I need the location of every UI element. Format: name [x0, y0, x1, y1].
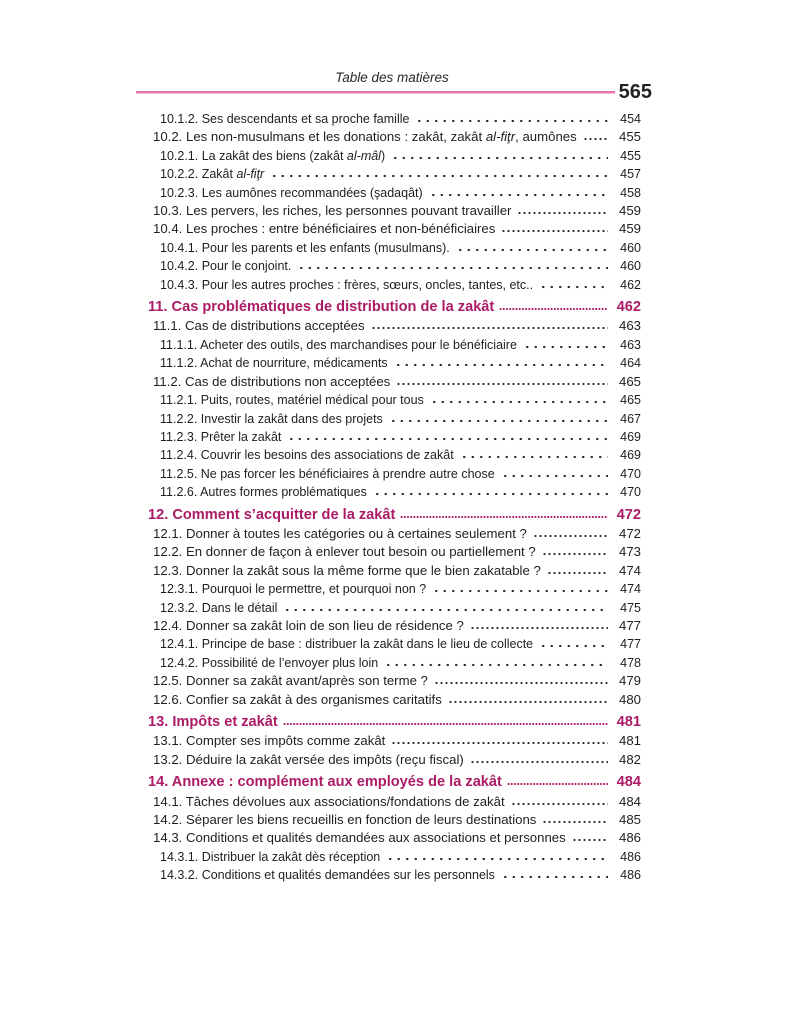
toc-entry-page: 460: [620, 240, 641, 255]
toc-entry: [148, 483, 641, 501]
toc-entry-page: 462: [620, 277, 641, 292]
toc-entry-label: 11.1. Cas de distributions acceptées: [153, 318, 365, 334]
toc-entry-label: 13.2. Déduire la zakât versée des impôts (reçu fiscal): [153, 751, 464, 767]
toc-entry: [148, 732, 641, 750]
toc-entry: [148, 866, 641, 884]
toc-entry: [148, 465, 641, 483]
toc-entry-label: 11.2.4. Couvrir les besoins des associations de zakât: [160, 448, 454, 463]
toc-entry-page: 484: [618, 793, 641, 809]
toc-entry: [148, 317, 641, 335]
toc-entry-label: 13. Impôts et zakât: [148, 714, 278, 730]
toc-entry-label: 12.2. En donner de façon à enlever tout besoin ou partiellement ?: [153, 544, 536, 560]
toc-leader-dots: [539, 285, 608, 289]
toc-entry-page: 472: [618, 525, 641, 541]
toc-entry-label: 11.2. Cas de distributions non acceptées: [153, 373, 391, 389]
toc-leader-dots: [297, 266, 608, 270]
toc-entry-label: 12.3. Donner la zakât sous la même forme que le bien zakatable ?: [153, 562, 541, 578]
toc-entry-label: 10.4. Les proches : entre bénéficiaires et non-bénéficiaires: [153, 221, 496, 237]
toc-entry-page: 480: [618, 691, 641, 707]
toc-entry: [148, 691, 641, 709]
toc-entry-label: 14.1. Tâches dévolues aux associations/fondations de zakât: [153, 793, 505, 809]
toc-leader-dots: [389, 419, 608, 423]
toc-entry: [148, 147, 641, 165]
toc-entry-label: 12.3.2. Dans le détail: [160, 600, 278, 615]
toc-entry-page: 455: [620, 148, 641, 163]
toc-entry-label: 12.4. Donner sa zakât loin de son lieu de résidence ?: [153, 617, 464, 633]
toc-leader-dots: [283, 722, 608, 726]
toc-entry-page: 465: [620, 393, 641, 408]
toc-entry-page: 486: [620, 868, 641, 883]
toc-leader-dots: [391, 741, 608, 745]
toc-entry-page: 481: [618, 733, 641, 749]
toc-entry-page: 469: [620, 448, 641, 463]
toc-entry-page: 486: [618, 830, 641, 846]
toc-leader-dots: [430, 400, 608, 404]
toc-leader-dots: [456, 248, 608, 252]
toc-entry-label: 10.4.3. Pour les autres proches : frères, sœurs, oncles, tantes, etc..: [160, 277, 534, 292]
toc-entry-label: 13.1. Compter ses impôts comme zakât: [153, 733, 386, 749]
toc-entry: [148, 336, 641, 354]
toc-entry: [148, 391, 641, 409]
toc-entry-label: 10.1.2. Ses descendants et sa proche famille: [160, 112, 410, 126]
toc-entry-label: 12.4.2. Possibilité de l’envoyer plus loin: [160, 655, 379, 670]
toc-leader-dots: [432, 589, 608, 593]
toc-entry-page: 458: [620, 185, 641, 200]
header-rule: [136, 91, 615, 93]
toc-leader-dots: [470, 760, 608, 764]
toc-entry-page: 473: [618, 544, 641, 560]
running-header-title: Table des matières: [335, 70, 449, 85]
toc-entry-label: 14.2. Séparer les biens recueillis en fonction de leurs destinations: [153, 812, 537, 828]
toc-entry-label: 10.4.2. Pour le conjoint.: [160, 259, 292, 274]
toc-entry-label: 10.3. Les pervers, les riches, les personnes pouvant travailler: [153, 203, 512, 219]
toc-entry: [148, 354, 641, 372]
toc-entry-page: 457: [620, 167, 641, 182]
toc-entry-label: 10.2.3. Les aumônes recommandées (şadaqât): [160, 185, 423, 200]
toc-leader-dots: [415, 119, 608, 123]
toc-entry-label: 14.3.2. Conditions et qualités demandées sur les personnels: [160, 868, 495, 883]
toc-entry-page: 474: [620, 582, 641, 597]
toc-entry: [148, 617, 641, 635]
toc-entry: [148, 184, 641, 202]
toc-entry-page: 475: [620, 600, 641, 615]
toc-leader-dots: [373, 492, 608, 496]
toc-entry-label: 12.4.1. Principe de base : distribuer la zakât dans le lieu de collecte: [160, 637, 534, 652]
page-number: 565: [618, 81, 652, 103]
toc-leader-dots: [542, 552, 608, 556]
toc-leader-dots: [507, 782, 608, 786]
toc-leader-dots: [386, 857, 608, 861]
toc-entry-page: 463: [620, 337, 641, 352]
toc-entry: [148, 580, 641, 598]
toc-entry-label: 14. Annexe : complément aux employés de la zakât: [148, 774, 502, 791]
toc-entry-page: 459: [618, 221, 641, 237]
toc-entry-label: 12. Comment s’acquitter de la zakât: [148, 506, 396, 523]
toc-entry-label: 11. Cas problématiques de distribution de la zakât: [148, 299, 495, 316]
toc-leader-dots: [501, 474, 608, 478]
toc-entry: [148, 599, 641, 617]
toc-leader-dots: [283, 608, 608, 612]
toc-entry: [148, 829, 641, 847]
toc-leader-dots: [533, 534, 608, 538]
toc-entry: [148, 298, 641, 316]
toc-entry: [148, 202, 641, 220]
toc-leader-dots: [501, 229, 608, 233]
toc-entry-page: 454: [620, 112, 641, 126]
toc-entry: [148, 543, 641, 561]
toc-leader-dots: [400, 515, 608, 519]
toc-entry: [148, 446, 641, 464]
toc-entry: [148, 257, 641, 275]
toc-entry-label: 12.6. Confier sa zakât à des organismes caritatifs: [153, 691, 442, 707]
toc-entry-label: 14.3.1. Distribuer la zakât dès réception: [160, 849, 381, 864]
toc-entry-page: 484: [616, 774, 641, 791]
toc-entry-label: 10.2.1. La zakât des biens (zakât al-mâl): [160, 148, 386, 163]
toc-leader-dots: [448, 700, 608, 704]
toc-entry-page: 464: [620, 356, 641, 371]
toc-entry: [148, 220, 641, 238]
toc-entry: [148, 525, 641, 543]
toc-leader-dots: [287, 437, 608, 441]
toc-leader-dots: [270, 174, 608, 178]
toc-entry-page: 482: [618, 751, 641, 767]
toc-entry: [148, 811, 641, 829]
toc-entry: [148, 165, 641, 183]
toc-entry-label: 12.5. Donner sa zakât avant/après son terme ?: [153, 673, 428, 689]
toc-entry: [148, 110, 641, 128]
header-rule-row: [136, 82, 652, 102]
toc-entry-page: 455: [618, 129, 641, 145]
toc-entry-label: 12.1. Donner à toutes les catégories ou à certaines seulement ?: [153, 525, 527, 541]
toc-entry-page: 470: [620, 485, 641, 500]
toc-entry-label: 11.1.1. Acheter des outils, des marchandises pour le bénéficiaire: [160, 337, 517, 352]
table-of-contents: [148, 110, 641, 885]
toc-entry-page: 486: [620, 849, 641, 864]
toc-leader-dots: [429, 193, 608, 197]
toc-leader-dots: [396, 382, 608, 386]
toc-entry: [148, 793, 641, 811]
toc-entry-label: 14.3. Conditions et qualités demandées aux associations et personnes: [153, 830, 566, 846]
toc-entry: [148, 773, 641, 791]
toc-entry: [148, 410, 641, 428]
toc-entry: [148, 276, 641, 294]
toc-entry-label: 10.2.2. Zakât al-fiţr: [160, 167, 265, 182]
toc-entry-page: 467: [620, 411, 641, 426]
toc-leader-dots: [499, 307, 608, 311]
toc-entry-page: 469: [620, 429, 641, 444]
toc-leader-dots: [583, 137, 608, 141]
toc-entry-page: 470: [620, 466, 641, 481]
toc-entry-page: 478: [620, 655, 641, 670]
toc-entry: [148, 373, 641, 391]
toc-leader-dots: [539, 644, 608, 648]
toc-entry: [148, 751, 641, 769]
toc-entry-page: 463: [618, 318, 641, 334]
toc-leader-dots: [384, 663, 608, 667]
toc-entry: [148, 128, 641, 146]
toc-entry-page: 472: [616, 506, 641, 523]
toc-entry: [148, 239, 641, 257]
toc-entry-page: 477: [620, 637, 641, 652]
toc-entry-label: 11.2.3. Prêter la zakât: [160, 429, 282, 444]
toc-entry: [148, 506, 641, 524]
toc-entry: [148, 672, 641, 690]
toc-entry-page: 460: [620, 259, 641, 274]
toc-leader-dots: [511, 802, 608, 806]
toc-entry-page: 459: [618, 203, 641, 219]
toc-entry-page: 481: [616, 714, 641, 730]
toc-entry-label: 11.2.5. Ne pas forcer les bénéficiaires à prendre autre chose: [160, 466, 495, 481]
toc-entry-label: 10.4.1. Pour les parents et les enfants (musulmans).: [160, 240, 450, 255]
toc-leader-dots: [460, 455, 608, 459]
toc-leader-dots: [542, 820, 608, 824]
toc-leader-dots: [572, 838, 608, 842]
toc-leader-dots: [394, 363, 608, 367]
toc-entry-page: 465: [618, 373, 641, 389]
toc-leader-dots: [501, 875, 608, 879]
toc-entry-page: 479: [618, 673, 641, 689]
toc-leader-dots: [517, 211, 608, 215]
toc-entry-page: 474: [618, 562, 641, 578]
toc-leader-dots: [371, 326, 608, 330]
toc-entry-page: 462: [616, 299, 641, 316]
toc-entry: [148, 713, 641, 731]
toc-entry: [148, 562, 641, 580]
toc-entry-label: 10.2. Les non-musulmans et les donations : zakât, zakât al-fiţr, aumônes: [153, 129, 577, 145]
toc-entry: [148, 428, 641, 446]
toc-entry-page: 477: [618, 617, 641, 633]
toc-entry-label: 11.2.2. Investir la zakât dans des projets: [160, 411, 383, 426]
toc-entry: [148, 635, 641, 653]
toc-leader-dots: [434, 681, 608, 685]
toc-leader-dots: [391, 156, 608, 160]
toc-leader-dots: [470, 626, 608, 630]
toc-entry-label: 11.1.2. Achat de nourriture, médicaments: [160, 356, 388, 371]
toc-leader-dots: [547, 571, 608, 575]
toc-entry-label: 12.3.1. Pourquoi le permettre, et pourquoi non ?: [160, 582, 427, 597]
toc-entry-page: 485: [618, 812, 641, 828]
toc-entry: [148, 654, 641, 672]
toc-entry: [148, 848, 641, 866]
toc-entry-label: 11.2.6. Autres formes problématiques: [160, 485, 367, 500]
toc-leader-dots: [523, 345, 608, 349]
toc-entry-label: 11.2.1. Puits, routes, matériel médical pour tous: [160, 393, 424, 408]
